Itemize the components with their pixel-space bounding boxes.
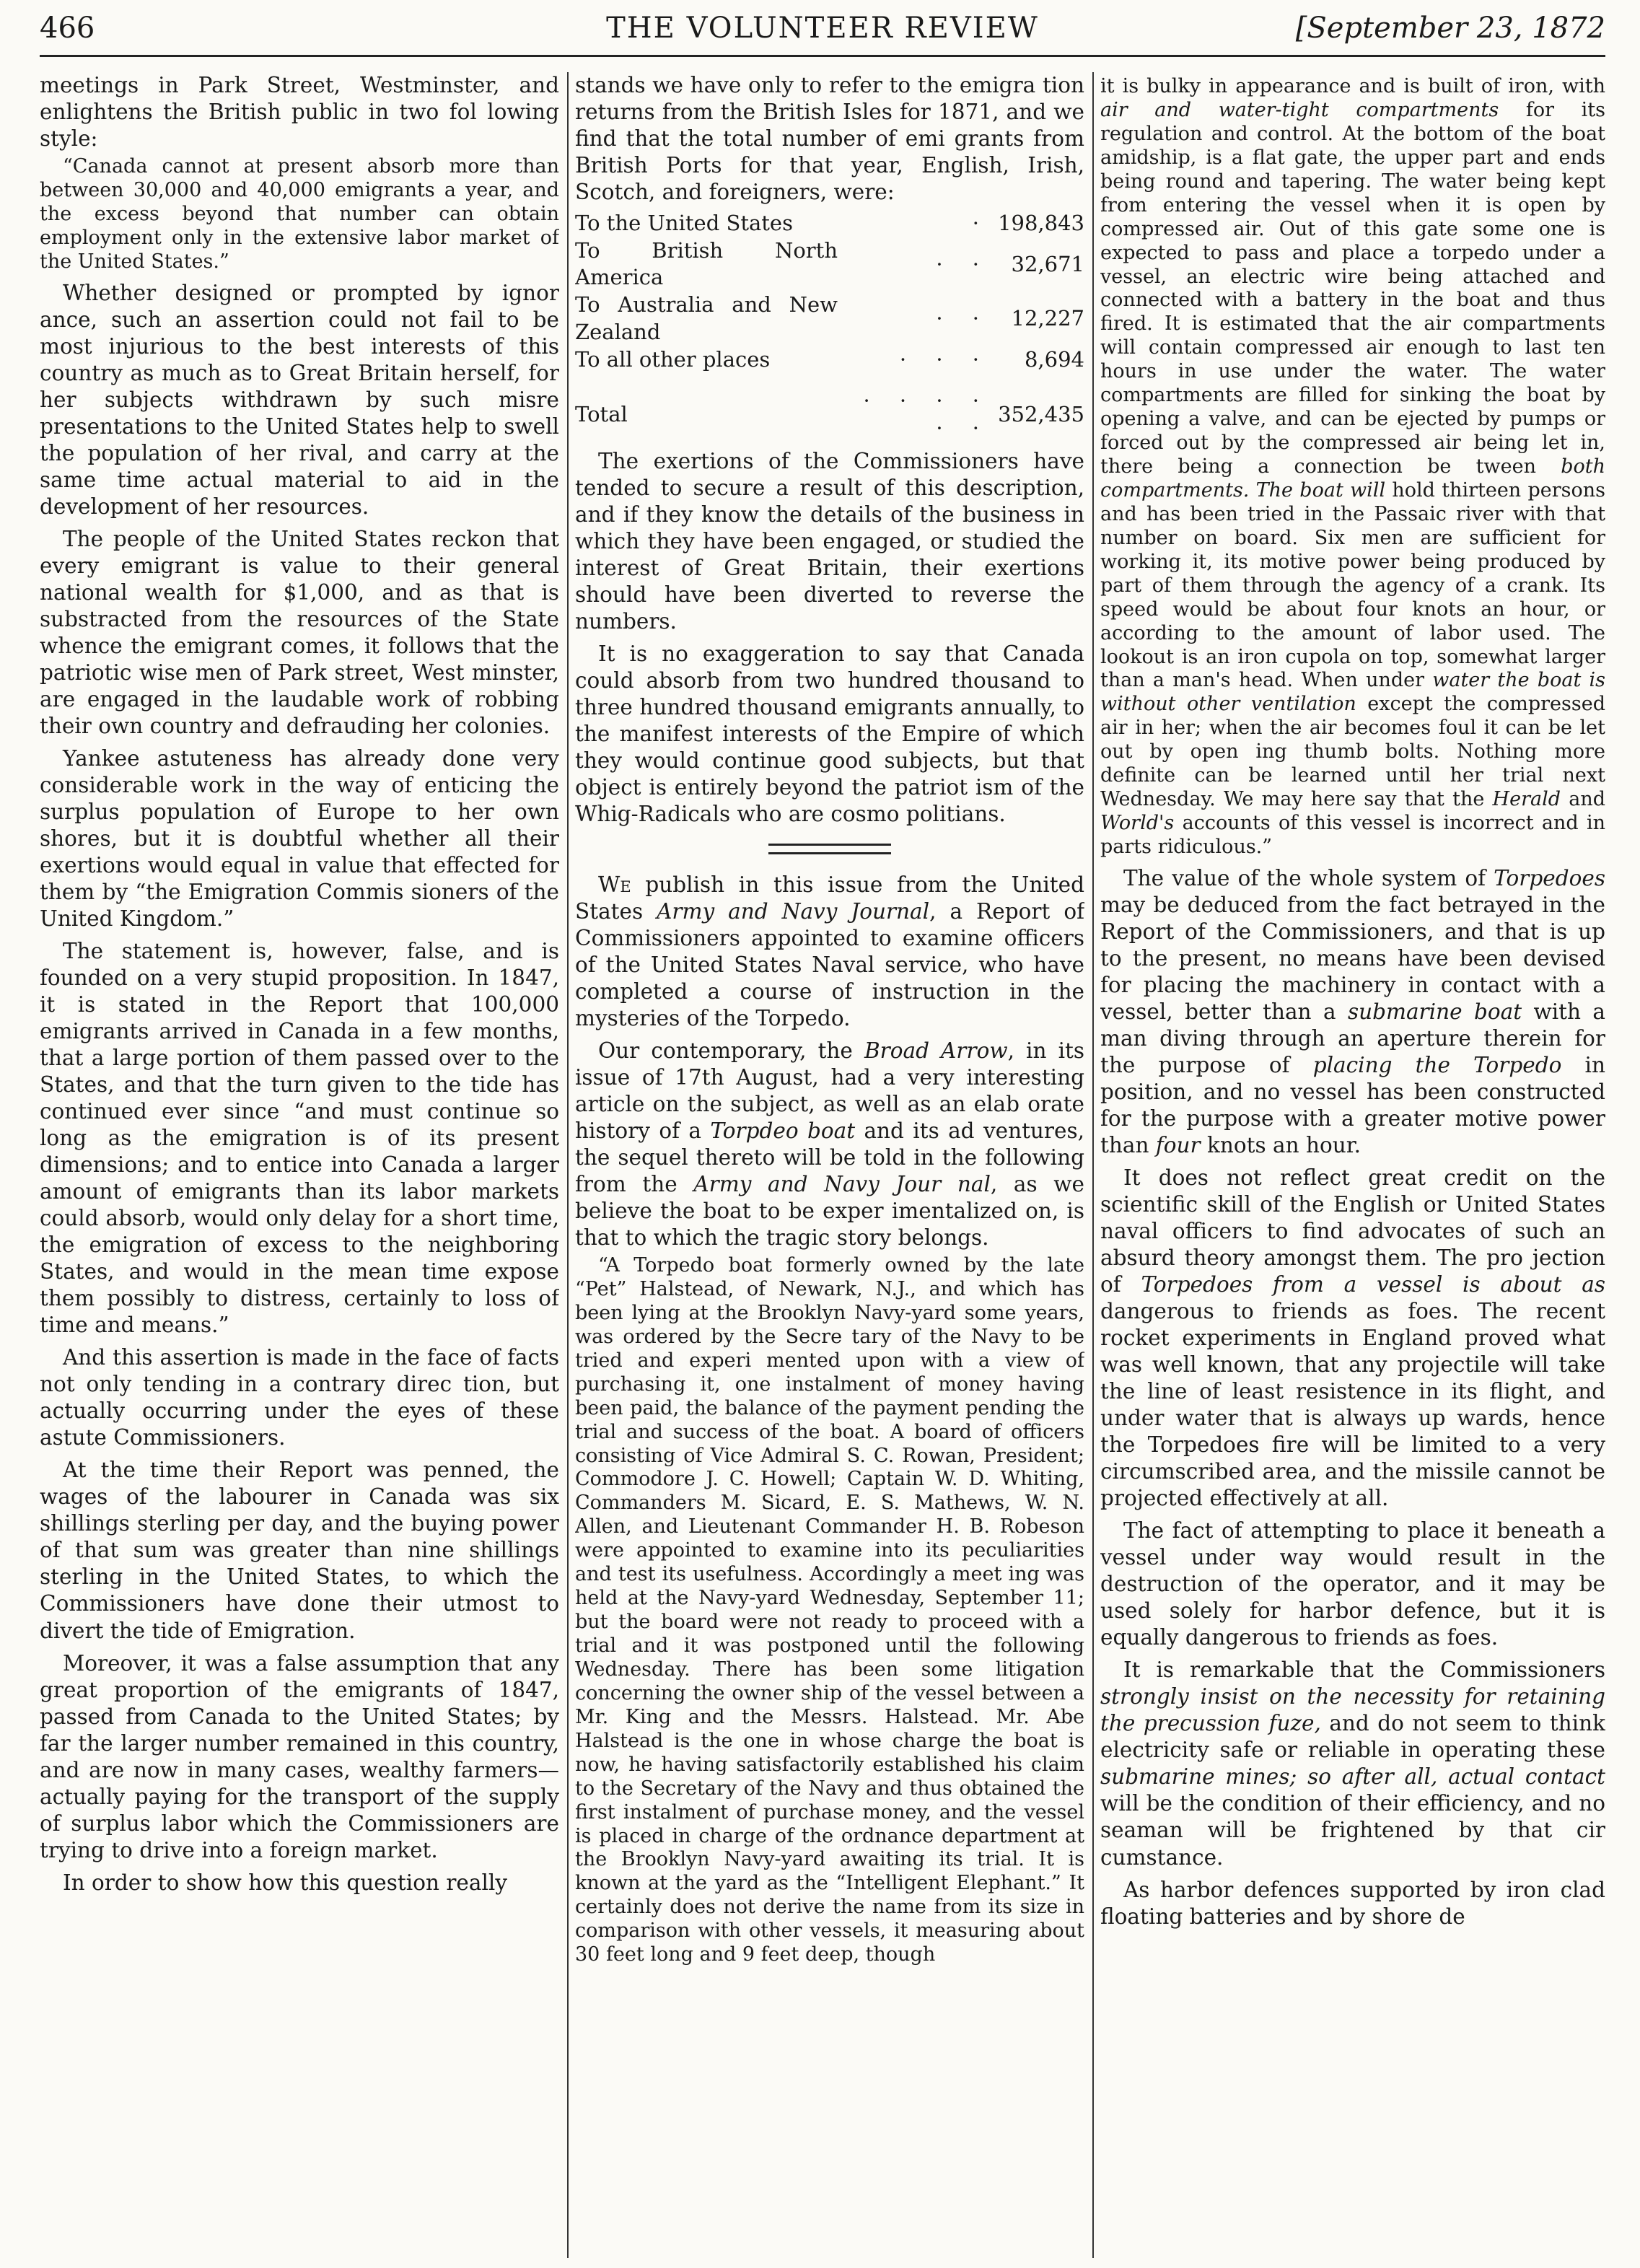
row-value: 8,694	[1024, 346, 1084, 372]
italic-run: Herald	[1492, 788, 1561, 811]
paragraph: It is no exaggeration to say that Canada could absorb from two hundred thousand to three hundred thousand emigrants annually, to the manifest interests of the Empire of which they would continue good subjects, but that object is entirely beyond the patriot ism of the Whig-Radicals who are cosmo politians.	[575, 641, 1084, 826]
italic-run: Army and Navy Journal	[657, 898, 930, 924]
paragraph: As harbor defences supported by iron clad floating batteries and by shore de	[1100, 1877, 1605, 1929]
page-number: 466	[40, 12, 95, 45]
text-run: and	[1561, 788, 1605, 811]
paragraph: The fact of attempting to place it beneath a vessel under way would result in the destruction of the operator, and it may be used solely for harbor defence, but it is equally dangerous to friends as foes.	[1100, 1518, 1605, 1650]
paragraph	[1100, 1165, 1605, 1512]
italic-run: water the boat is without other ventilation	[1100, 669, 1605, 716]
italic-run: air and water-tight compartments	[1100, 98, 1499, 121]
text-run: will be the condition of their efficiency, and no seaman will be frightened by that cir cumstance.	[1100, 1791, 1605, 1870]
italic-run: Broad Arrow	[864, 1038, 1008, 1063]
paragraph: meetings in Park Street, Westminster, and enlightens the British public in two fol lowing style:	[40, 73, 559, 152]
italic-run: strongly insist on the necessity for retaining the precussion fuze,	[1100, 1684, 1605, 1736]
issue-date: [September 23, 1872	[1295, 12, 1605, 45]
row-label: To British North America	[575, 237, 838, 290]
paragraph: The statement is, however, false, and is founded on a very stupid proposition. In 1847, it is stated in the Report that 100,000 emigrants arrived in Canada in a few months, that a large portion of them passed over to the States, and that the turn given to the tide has continued ever since “and must continue so long as the emigration is of its present dimensions; and to entice into Canada a larger amount of emigrants than its labor markets could absorb, would only delay for a short time, the emigration of excess to the neighboring States, and would in the mean time expose them possibly to distress, certainly to loss of time and means.”	[40, 939, 559, 1338]
paragraph: And this assertion is made in the face of facts not only tending in a contrary direc tion, but actually occurring under the eyes of these astute Commissioners.	[40, 1345, 559, 1450]
text-run: hold thirteen persons and has been tried in the Passaic river with that number on board. Six men are sufficient for working it, its motive power being produced by part of them through the agency of a crank. Its speed would be about four knots an hour, or according to the amount of labor used. The lookout is an iron cupola on top, somewhat larger than a man's head. When under	[1100, 478, 1605, 692]
leader-dots: · · ·	[899, 346, 991, 372]
paragraph: stands we have only to refer to the emigra tion returns from the British Isles for 1871, and we find that the total number of emi grants from British Ports for that year, English, Irish, Scotch, and foreigners, were:	[575, 73, 1084, 205]
italic-run: both compartments. The boat will	[1100, 455, 1605, 502]
text-run: publish in this issue from the United States	[575, 872, 1084, 924]
row-value: 32,671	[1011, 251, 1084, 276]
paragraph: Whether designed or prompted by ignor ance, such an assertion could not fail to be most injurious to the best interests of this country as much as to Great Britain herself, for her subjects withdrawn by such misre presentations to the United States help to swell the population of her rival, and carry at the same time actual material to aid in the development of her resources.	[40, 280, 559, 519]
quotation: “Canada cannot at present absorb more than between 30,000 and 40,000 emigrants a year, and the excess beyond that number can obtain employment only in the extensive labor market of the United States.”	[40, 155, 559, 273]
text-run: It does not reflect great credit on the scientific skill of the English or United States naval officers to find advocates of such an absurd theory amongst them. The pro jection of	[1100, 1165, 1605, 1297]
text-run: , a Report of Commissioners appointed to examine officers of the United States Naval service, who have completed a course of instruction in the mysteries of the Torpedo.	[575, 898, 1084, 1030]
italic-run: Army and Navy Jour nal	[693, 1171, 991, 1196]
column-rule	[1092, 72, 1094, 2258]
row-label: To Australia and New Zealand	[575, 292, 838, 344]
italic-run: Torpedoes	[1494, 865, 1605, 890]
row-value: 198,843	[998, 211, 1084, 236]
text-run: , in its issue of 17th August, had a very interesting article on the subject, as well as an elab orate history of a	[575, 1038, 1084, 1143]
table-total-row	[575, 373, 1084, 442]
paragraph	[1100, 1657, 1605, 1870]
text-run: accounts of this vessel is incorrect and in parts ridiculous.”	[1100, 812, 1605, 858]
section-divider	[768, 844, 891, 854]
text-run: for its regulation and control. At the bottom of the boat amidship, is a flat gate, the upper part and ends being round and tapering. The water being kept from entering the vessel when it is open by compressed air. Out of this gate some one is expected to pass and place a torpedo under a vessel, an electric wire being attached and connected with a battery in the boat and thus fired. It is estimated that the air compartments will contain compressed air enough to last ten hours in use under the water. The water compartments are filled for sinking the boat by opening a valve, and can be ejected by pumps or forced out by the compressed air being let in, there being a connection be tween	[1100, 98, 1605, 478]
total-label: Total	[575, 402, 628, 427]
text-run: with a man diving through an aperture therein for the purpose of	[1100, 999, 1605, 1078]
column-rule	[567, 72, 569, 2258]
text-run: and do not seem to think electricity safe or reliable in operating these	[1100, 1711, 1605, 1763]
leader-dots: ·	[972, 211, 991, 236]
text-run: Our contemporary, the	[598, 1038, 864, 1063]
paragraph: The people of the United States reckon that every emigrant is value to their general national wealth for $1,000, and as that is substracted from the resources of the State whence the emigrant comes, it follows that the patriotic wise men of Park street, West minster, are engaged in the laudable work of robbing their own country and defrauding her colonies.	[40, 526, 559, 738]
italic-run: placing the Torpedo	[1312, 1053, 1562, 1078]
paragraph: In order to show how this question really	[63, 1870, 508, 1895]
table-row	[575, 237, 1084, 292]
text-run: The value of the whole system of	[1123, 865, 1494, 890]
text-run: knots an hour.	[1200, 1133, 1361, 1158]
italic-run: World's	[1100, 812, 1175, 835]
text-run: it is bulky in appearance and is built of iron, with	[1100, 75, 1605, 97]
text-run: except the compressed air in her; when the air becomes foul it can be let out by open ing thumb bolts. Nothing more definite can be learned until her trial next Wednesday. We may here say that the	[1100, 693, 1605, 811]
table-row	[575, 346, 1084, 374]
italic-run: submarine boat	[1347, 999, 1522, 1025]
row-value: 12,227	[1011, 305, 1084, 330]
row-label: To all other places	[575, 346, 771, 372]
italic-run: submarine mines; so after all, actual contact	[1100, 1764, 1605, 1790]
lead-word: We	[598, 872, 631, 897]
masthead	[40, 12, 1605, 57]
column-3	[1100, 72, 1605, 2258]
column-1	[40, 72, 559, 2258]
quotation	[1100, 75, 1605, 859]
quotation: “A Torpedo boat formerly owned by the late “Pet” Halstead, of Newark, N.J., and which has been lying at the Brooklyn Navy-yard some years, was ordered by the Secre tary of the Navy to be tried and experi mented upon with a view of purchasing it, one instalment of money having been paid, the balance of the payment pending the trial and success of the boat. A board of officers consisting of Vice Admiral S. C. Rowan, President; Commodore J. C. Howell; Captain W. D. Whiting, Commanders M. Sicard, E. S. Mathews, W. N. Allen, and Lieutenant Commander H. B. Robeson were appointed to examine into its peculiarities and test its usefulness. Accordingly a meet ing was held at the Navy-yard Wednesday, September 11; but the board were not ready to proceed with a trial and it was postponed until the following Wednesday. There has been some litigation concerning the owner ship of the vessel between a Mr. King and the Messrs. Halstead. Mr. Abe Halstead is the one in whose charge the boat is now, he having satisfactorily established his claim to the Secretary of the Navy and thus obtained the first instalment of purchase money, and the vessel is placed in charge of the ordnance department at the Brooklyn Navy-yard awaiting its trial. It is known at the yard as the “Intelligent Elephant.” It certainly does not derive the name from its size in comparison with other vessels, it measuring about 30 feet long and 9 feet deep, though	[575, 1254, 1084, 1966]
italic-run: four	[1155, 1133, 1201, 1158]
leader-dots: · ·	[936, 251, 991, 276]
italic-run: Torpedoes from a vessel is about as	[1141, 1272, 1605, 1297]
emigration-table	[575, 210, 1084, 442]
paragraph: At the time their Report was penned, the wages of the labourer in Canada was six shillings sterling per day, and the buying power of that sum was greater than nine shillings sterling in the United States, to which the Commissioners have done their utmost to divert the tide of Emigration.	[40, 1458, 559, 1643]
publication-title: THE VOLUNTEER REVIEW	[606, 12, 1039, 45]
table-row	[575, 210, 1084, 237]
column-2	[575, 72, 1084, 2258]
table-row	[575, 292, 1084, 346]
text-run: It is remarkable that the Commissioners	[1123, 1658, 1605, 1683]
text-run: may be deduced from the fact betrayed in the Report of the Commissioners, and that is up to the present, no means have been devised for placing the machinery in contact with a vessel, better than a	[1100, 892, 1605, 1025]
text-run: dangerous to friends as foes. The recent rocket experiments in England proved what was well known, that any projectile will take the line of least resistence in its flight, and under water that is always up wards, hence the Torpedoes fire will be limited to a very circumscribed area, and the missile cannot be projected effectively at all.	[1100, 1299, 1605, 1511]
italic-run: Torpdeo boat	[710, 1118, 856, 1143]
leader-dots: · ·	[936, 305, 991, 330]
paragraph	[575, 1038, 1084, 1251]
paragraph	[1100, 865, 1605, 1159]
paragraph	[575, 872, 1084, 1032]
text-run: in position, and no vessel has been constructed for the purpose with a greater motive power than	[1100, 1053, 1605, 1158]
text-run: , as we believe the boat to be exper imentalized on, is that to which the tragic story belongs.	[575, 1171, 1084, 1250]
paragraph: Moreover, it was a false assumption that any great proportion of the emigrants of 1847, passed from Canada to the United States; by far the larger number remained in this country, and are now in many cases, wealthy farmers—actually paying for the transport of the supply of surplus labor which the Commissioners are trying to drive into a foreign market.	[40, 1650, 559, 1862]
paragraph: The exertions of the Commissioners have tended to secure a result of this description, and if they know the details of the business in which they have been engaged, or studied the interest of Great Britain, their exertions should have been diverted to reverse the numbers.	[575, 448, 1084, 634]
leader-dots: · · · · · ·	[863, 388, 991, 440]
paragraph: Yankee astuteness has already done very considerable work in the way of enticing the surplus population of Europe to her own shores, but it is doubtful whether all their exertions would equal in value that effected for them by “the Emigration Commis sioners of the United Kingdom.”	[40, 746, 559, 932]
text-run: and its ad ventures, the sequel thereto will be told in the following from the	[575, 1118, 1084, 1196]
total-value: 352,435	[998, 402, 1084, 427]
row-label: To the United States	[575, 211, 793, 236]
